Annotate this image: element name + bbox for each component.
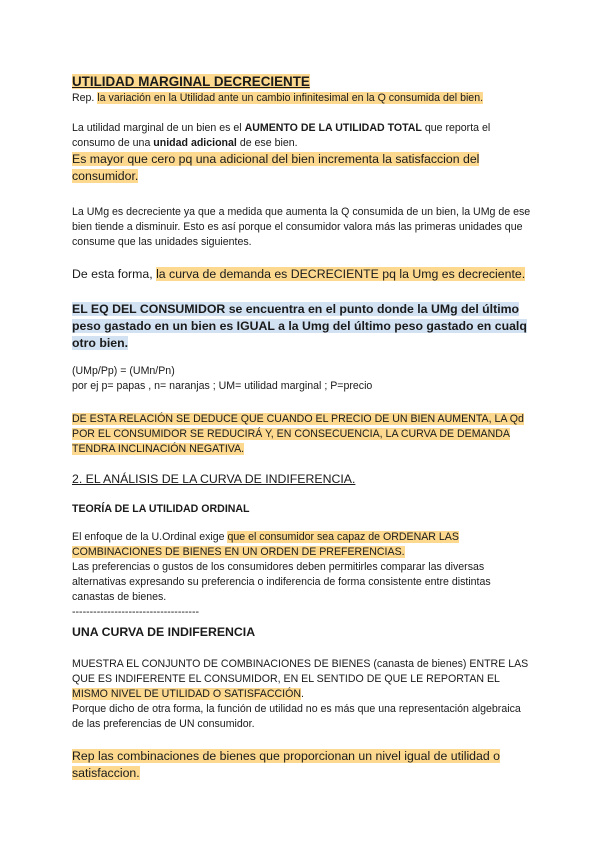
um-def-bold-unidad: unidad adicional	[153, 137, 237, 149]
muestra-suffix: .	[300, 688, 304, 700]
title-paragraph	[72, 72, 532, 91]
relacion-highlight: DE ESTA RELACIÓN SE DEDUCE QUE CUANDO EL PRECIO DE UN BIEN AUMENTA, LA Qd POR EL CONSUMIDOR SE REDUCIRÁ Y, EN CONSECUENCIA, LA CURVA DE DEMANDA TENDRA INCLINACIÓN NEGATIVA.	[72, 413, 524, 455]
demanda-prefix: De esta forma,	[72, 267, 157, 281]
eq-consumidor-paragraph	[72, 301, 532, 352]
muestra-paragraph	[72, 657, 532, 702]
mayor-cero-highlight: Es mayor que cero pq una adicional del bien incrementa la satisfaccion del consumidor.	[72, 152, 480, 183]
um-def-bold-aumento: AUMENTO DE LA UTILIDAD TOTAL	[244, 122, 422, 134]
rep-highlight: la variación en la Utilidad ante un cambio infinitesimal en la Q consumida del bien.	[97, 92, 484, 104]
formula: (UMp/Pp) = (UMn/Pn)	[72, 365, 175, 377]
section-2-heading: 2. EL ANÁLISIS DE LA CURVA DE INDIFERENCIA.	[72, 472, 356, 486]
eq-consumidor-highlight: EL EQ DEL CONSUMIDOR se encuentra en el punto donde la UMg del último peso gastado en un bien es IGUAL a la Umg del último peso gastado en cualq otro bien.	[72, 302, 527, 350]
umg-decreciente-paragraph: La UMg es decreciente ya que a medida que aumenta la Q consumida de un bien, la UMg de ese bien tiende a disminuir. Esto es así porque el consumidor valora más las primeras unidades que consume que las unidades siguientes.	[72, 206, 531, 248]
um-definition	[72, 121, 532, 151]
enfoque-prefix: El enfoque de la U.Ordinal exige	[72, 531, 228, 543]
teoria-heading: TEORÍA DE LA UTILIDAD ORDINAL	[72, 503, 250, 515]
divider: ------------------------------------	[72, 606, 200, 618]
enfoque-highlight: que el consumidor sea capaz de ORDENAR LAS COMBINACIONES DE BIENES EN UN ORDEN DE PREFERENCIAS.	[72, 531, 459, 558]
um-def-text-c: que reporta el consumo de una	[72, 122, 491, 149]
page-title: UTILIDAD MARGINAL DECRECIENTE	[72, 74, 310, 89]
enfoque-paragraph	[72, 530, 532, 560]
um-def-text-e: de ese bien.	[236, 137, 298, 149]
rep-combinaciones-paragraph	[72, 748, 532, 782]
demanda-highlight: la curva de demanda es DECRECIENTE pq la Umg es decreciente.	[156, 267, 526, 281]
rep-prefix: Rep.	[72, 92, 98, 104]
preferencias-paragraph: Las preferencias o gustos de los consumidores deben permitirles comparar las diversas alternativas expresando su preferencia o indiferencia de forma consistente entre distintas canastas de bienes.	[72, 561, 491, 603]
curva-indiferencia-heading: UNA CURVA DE INDIFERENCIA	[72, 625, 256, 639]
document-page	[72, 72, 532, 782]
rep-combinaciones-highlight: Rep las combinaciones de bienes que proporcionan un nivel igual de utilidad o satisfaccion.	[72, 749, 500, 780]
demanda-paragraph	[72, 266, 532, 283]
um-def-text-a: La utilidad marginal de un bien es el	[72, 122, 245, 134]
mayor-cero-paragraph	[72, 151, 532, 185]
muestra-prefix: MUESTRA EL CONJUNTO DE COMBINACIONES DE BIENES (canasta de bienes) ENTRE LAS QUE ES INDIFERENTE EL CONSUMIDOR, EN EL SENTIDO DE QUE LE REPORTAN EL	[72, 658, 529, 685]
relacion-paragraph	[72, 412, 532, 457]
formula-example: por ej p= papas , n= naranjas ; UM= utilidad marginal ; P=precio	[72, 380, 373, 392]
porque-paragraph: Porque dicho de otra forma, la función de utilidad no es más que una representación algebraica de las preferencias de UN consumidor.	[72, 703, 521, 730]
rep-definition	[72, 91, 532, 106]
muestra-highlight: MISMO NIVEL DE UTILIDAD O SATISFACCIÓN	[72, 688, 301, 700]
